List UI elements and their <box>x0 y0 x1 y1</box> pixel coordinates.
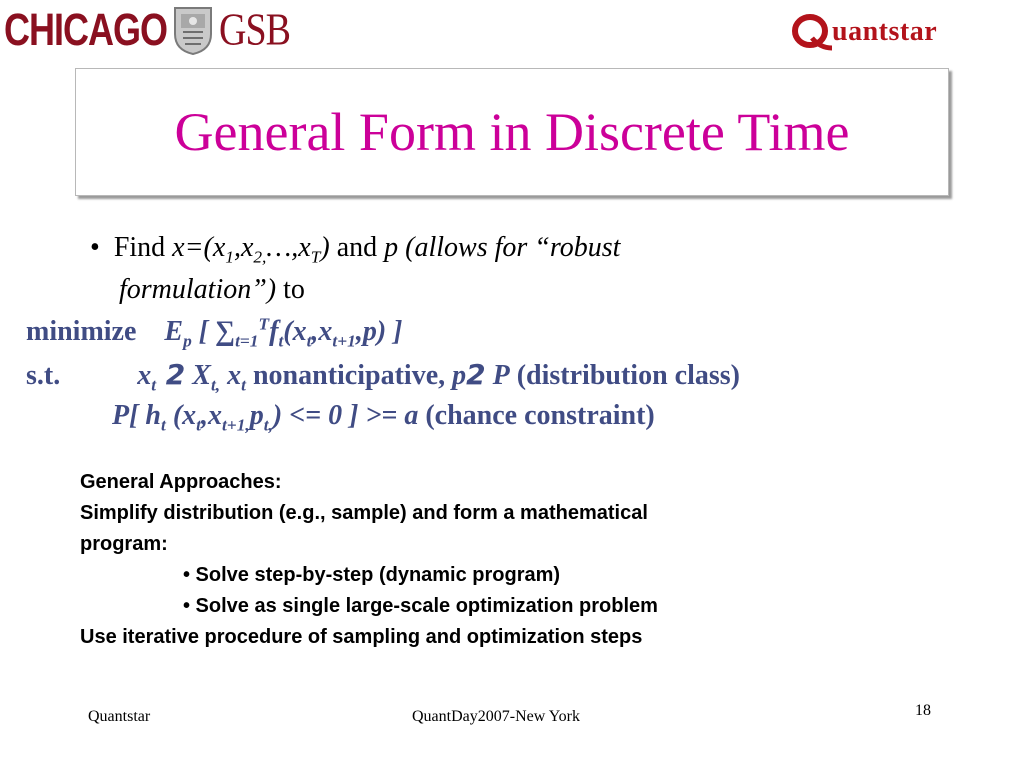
chance-constraint-line: P[ $h_t$ $(x_t,x_{t+1,}p_{t,}) <= 0$ ] >= a (chance constraint) <box>112 400 655 435</box>
title-box <box>75 68 949 196</box>
chicago-logo-text: CHICAGO <box>4 3 167 55</box>
approaches-line-2: program: <box>80 533 168 555</box>
objective-line <box>26 314 403 351</box>
bullet-dot: • <box>90 232 114 263</box>
bullet-find-continued: formulation”) to <box>119 274 305 305</box>
minimize-label: minimize <box>26 316 137 347</box>
approaches-heading: General Approaches: <box>80 471 282 493</box>
slide-title: General Form in Discrete Time <box>174 102 850 162</box>
st-label: s.t. <box>26 360 61 391</box>
quantstar-logo <box>790 12 937 52</box>
approach-item-2: • Solve as single large-scale optimization problem <box>183 595 658 617</box>
chicago-gsb-logo <box>4 4 290 56</box>
quantstar-logo-text: uantstar <box>832 16 938 47</box>
quantstar-q-icon <box>790 12 834 52</box>
element-of-symbol-2: 2 <box>466 358 486 391</box>
footer-center: QuantDay2007-New York <box>412 708 580 725</box>
distribution-class-label: (distribution class) <box>509 360 740 391</box>
constraint-line: s.t. $x_t$ 2 $X_{t,}$ $x_t$ nonanticipative, p2 P (distribution class) <box>26 358 740 395</box>
slide-number: 18 <box>915 702 931 719</box>
university-crest-icon <box>171 4 215 56</box>
gsb-logo-text: GSB <box>219 4 290 56</box>
chance-constraint-label: (chance constraint) <box>418 400 655 431</box>
approaches-line-3: Use iterative procedure of sampling and optimization steps <box>80 626 643 648</box>
objective-expression: $E_p$ [ $\sum_{t=1}^Tf_t(x_t,x_{t+1},p)$ ] <box>164 314 403 351</box>
approaches-line-1: Simplify distribution (e.g., sample) and form a mathematical <box>80 502 648 524</box>
element-of-symbol: 2 <box>156 358 186 391</box>
bullet-find: • Find $x=(x_1,x_{2,}\dots,x_T)$ and p (allows for “robust <box>90 232 621 267</box>
footer-left: Quantstar <box>88 708 151 725</box>
x-vector: $x=(x_1,x_{2,}\dots,x_T)$ <box>172 232 330 267</box>
approach-item-1: • Solve step-by-step (dynamic program) <box>183 564 561 586</box>
